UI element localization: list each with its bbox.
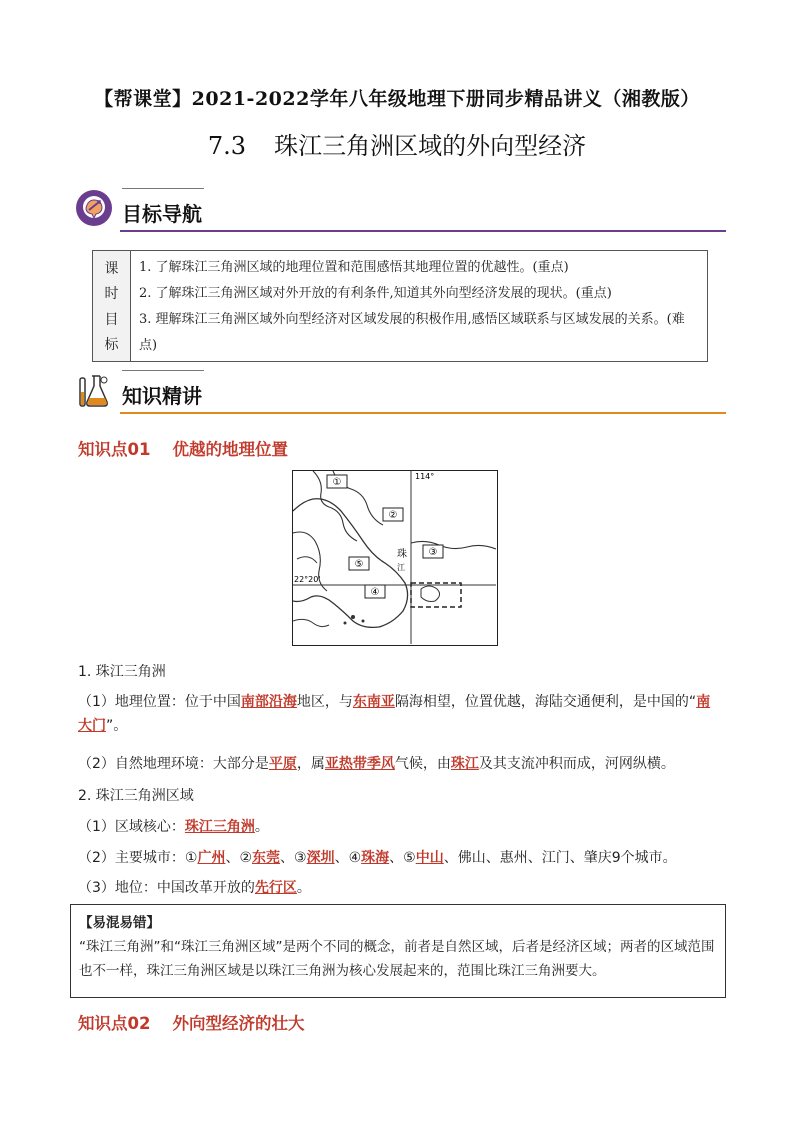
kp-number: 知识点02 bbox=[78, 1014, 151, 1033]
note-text: “珠江三角洲”和“珠江三角洲区域”是两个不同的概念，前者是自然区域，后者是经济区域；两者的区域范围也不一样，珠江三角洲区域是以珠江三角洲为核心发展起来的，范围比珠江三角洲要大。 bbox=[79, 939, 715, 979]
section-knowledge-header bbox=[74, 370, 726, 414]
highlight-term: 南部沿海 bbox=[240, 694, 297, 710]
highlight-term: 珠江 bbox=[450, 756, 479, 772]
text-run: （3）地位：中国改革开放的 bbox=[78, 880, 255, 896]
pearl-river-delta-map bbox=[292, 470, 498, 646]
map-label-3: ③ bbox=[428, 547, 438, 558]
highlight-term: 深圳 bbox=[306, 850, 335, 866]
text-run: ”。 bbox=[106, 718, 128, 734]
map-river-char-2: 江 bbox=[397, 563, 405, 572]
highlight-term: 广州 bbox=[197, 850, 226, 866]
section-topline bbox=[122, 188, 204, 189]
kp-name: 外向型经济的壮大 bbox=[172, 1014, 305, 1033]
knowledge-point-1-title bbox=[78, 436, 288, 460]
content-paragraph-core bbox=[78, 815, 722, 839]
lesson-number: 7.3 bbox=[207, 132, 247, 160]
text-run: 、③ bbox=[280, 850, 307, 866]
text-run: 气候，由 bbox=[394, 756, 451, 772]
text-run: （2）主要城市：① bbox=[78, 850, 198, 866]
section-goals-label: 目标导航 bbox=[122, 202, 202, 226]
text-run: ，属 bbox=[296, 756, 325, 772]
goal-side-char: 目 bbox=[104, 311, 119, 328]
map-river-char: 珠 bbox=[397, 549, 407, 560]
content-paragraph-location bbox=[78, 690, 722, 738]
highlight-term: 珠江三角洲 bbox=[184, 819, 255, 835]
map-graphic bbox=[293, 471, 496, 644]
text-run: 隔海相望，位置优越，海陆交通便利，是中国的“ bbox=[394, 694, 697, 710]
section-topline bbox=[122, 370, 204, 371]
highlight-term: 中山 bbox=[415, 850, 444, 866]
map-label-1: ① bbox=[332, 477, 342, 488]
lesson-name: 珠江三角洲区域的外向型经济 bbox=[274, 132, 587, 160]
note-title: 【易混易错】 bbox=[79, 915, 160, 931]
goal-table bbox=[92, 250, 708, 362]
highlight-term: 亚热带季风 bbox=[324, 756, 395, 772]
section-goals-header bbox=[74, 188, 726, 232]
goal-side-label bbox=[93, 251, 131, 361]
knowledge-point-2-title bbox=[78, 1010, 304, 1034]
highlight-term: 平原 bbox=[268, 756, 297, 772]
kp-number: 知识点01 bbox=[78, 440, 151, 459]
brain-target-icon bbox=[74, 188, 114, 228]
map-label-4: ④ bbox=[370, 587, 380, 598]
text-run: （1）区域核心： bbox=[78, 819, 185, 835]
kp-name: 优越的地理位置 bbox=[172, 440, 288, 459]
highlight-term: 东南亚 bbox=[352, 694, 395, 710]
content-paragraph-status bbox=[78, 876, 722, 900]
content-paragraph-cities bbox=[78, 846, 722, 870]
goal-item: 2. 了解珠江三角洲区域对外开放的有利条件,知道其外向型经济发展的现状。(重点) bbox=[139, 286, 612, 301]
text-run: 、④ bbox=[334, 850, 362, 866]
goal-side-char: 课 bbox=[104, 260, 119, 277]
map-label-5: ⑤ bbox=[354, 559, 364, 570]
map-label-2: ② bbox=[388, 510, 398, 521]
section-goals-underline bbox=[120, 230, 726, 232]
text-run: 地区，与 bbox=[296, 694, 353, 710]
text-run: 、⑤ bbox=[389, 850, 416, 866]
text-run: 。 bbox=[254, 819, 269, 835]
flask-icon bbox=[74, 370, 114, 410]
content-heading-2: 2. 珠江三角洲区域 bbox=[78, 788, 194, 804]
highlight-term: 先行区 bbox=[254, 880, 297, 896]
text-run: （1）地理位置：位于中国 bbox=[78, 694, 241, 710]
section-knowledge-label: 知识精讲 bbox=[122, 384, 202, 408]
goal-item: 3. 理解珠江三角洲区域外向型经济对区域发展的积极作用,感悟区域联系与区域发展的关系。(难点) bbox=[139, 312, 685, 353]
highlight-term: 珠海 bbox=[361, 850, 390, 866]
map-longitude-label: 114° bbox=[415, 472, 435, 481]
goal-side-char: 标 bbox=[104, 337, 119, 354]
text-run: （2）自然地理环境：大部分是 bbox=[78, 756, 269, 772]
content-heading-1: 1. 珠江三角洲 bbox=[78, 664, 166, 680]
goal-item: 1. 了解珠江三角洲区域的地理位置和范围感悟其地理位置的优越性。(重点) bbox=[139, 260, 569, 275]
text-run: 、② bbox=[225, 850, 253, 866]
section-knowledge-underline bbox=[120, 412, 726, 414]
goal-side-char: 时 bbox=[104, 286, 119, 303]
map-latitude-label: 22°20' bbox=[294, 575, 321, 584]
series-title: 【帮课堂】2021-2022学年八年级地理下册同步精品讲义（湘教版） bbox=[94, 88, 700, 110]
goal-items bbox=[131, 251, 707, 361]
confusion-note-box bbox=[70, 904, 726, 998]
highlight-term: 东莞 bbox=[252, 850, 281, 866]
content-paragraph-environment bbox=[78, 752, 722, 776]
highlight-term: 南大门 bbox=[78, 694, 711, 734]
text-run: 。 bbox=[296, 880, 311, 896]
text-run: 及其支流冲积而成，河网纵横。 bbox=[478, 756, 675, 772]
lesson-title bbox=[0, 126, 794, 161]
text-run: 、佛山、惠州、江门、肇庆9个城市。 bbox=[443, 850, 677, 866]
